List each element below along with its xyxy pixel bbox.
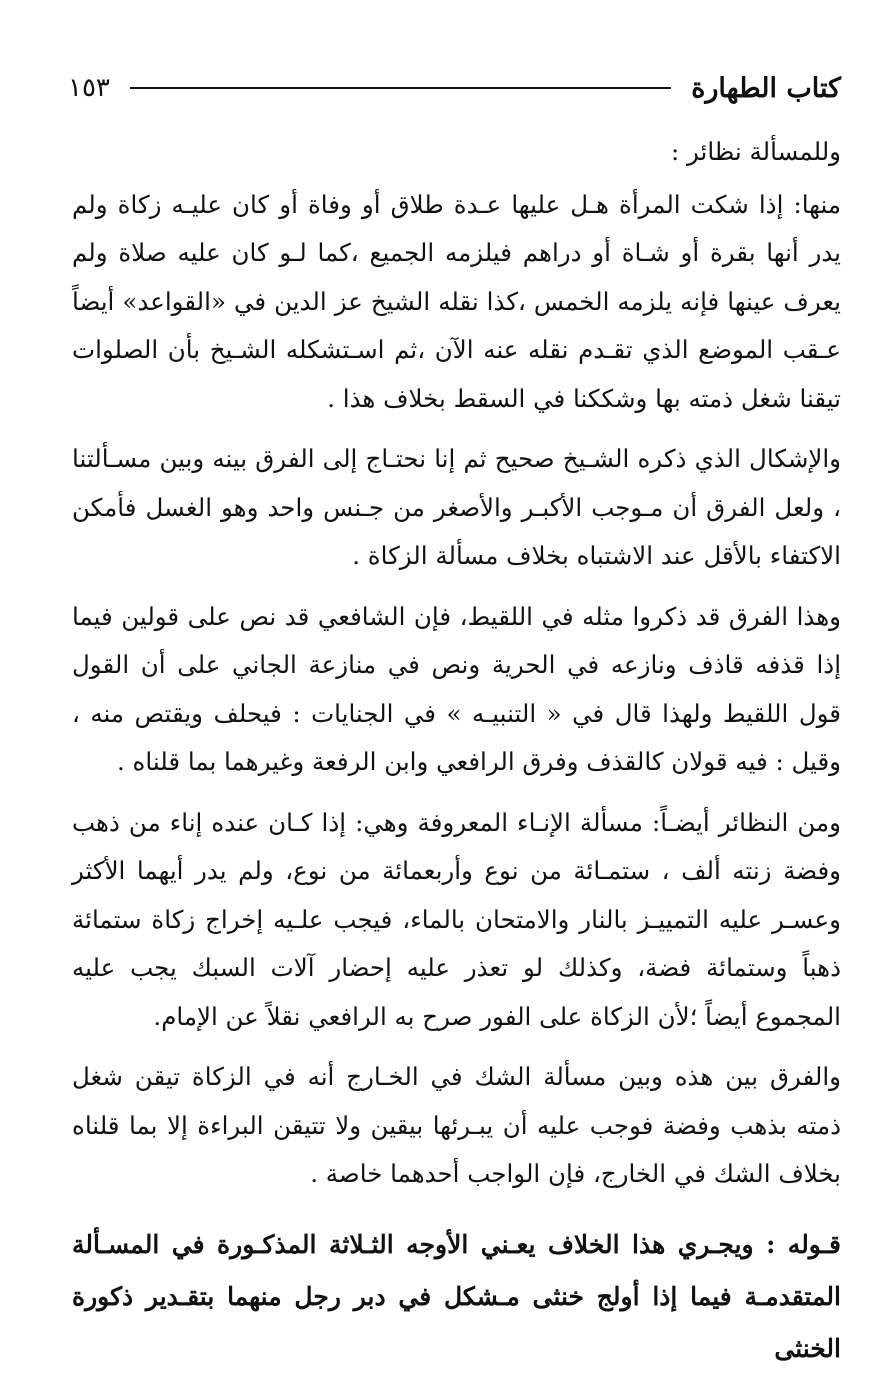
- paragraph: ومن النظائر أيضـاً: مسألة الإنـاء المعروفة وهي: إذا كـان عنده إناء من ذهب وفضة زنته ألف ، ستمـائة من نوع وأربعمائة من نوع، ولم يدر أيهما الأكثر وعسـر عليه التمييـز بالنار والامتحان بالماء، فيجب علـيه إخراج زكاة ستمائة ذهباً وستمائة فضة، وكذلك لو تعذر عليه إحضار آلات السبك يجب عليه المجموع أيضاً ؛لأن الزكاة على الفور صرح به الرافعي نقلاً عن الإمام.: [72, 807, 841, 1031]
- page-header: [68, 66, 841, 110]
- header-rule: [130, 87, 671, 89]
- paragraph: والإشكال الذي ذكره الشـيخ صحيح ثم إنا نحتـاج إلى الفرق بينه وبين مسـألتنا ، ولعل الفرق أن مـوجب الأكبـر والأصغر من جـنس واحد وهو الغسل فأمكن الاكتفاء بالأقل عند الاشتباه بخلاف مسألة الزكاة .: [72, 444, 841, 570]
- paragraph: وللمسألة نظائر :: [670, 137, 841, 166]
- page-body: [72, 128, 841, 1387]
- chapter-title: كتاب الطهارة: [691, 72, 841, 104]
- page-number: ١٥٣: [68, 73, 110, 103]
- paragraph: وهذا الفرق قد ذكروا مثله في اللقيط، فإن الشافعي قد نص على قولين فيما إذا قذفه قاذف ونازعه في الحرية ونص في منازعة الجاني على أن القول قول اللقيط ولهذا قال في « التنبيـه » في الجنايات : فيحلف ويقتص منه ، وقيل : فيه قولان كالقذف وفرق الرافعي وابن الرفعة وغيرهما بما قلناه .: [72, 601, 841, 776]
- paragraph: والفرق بين هذه وبين مسألة الشك في الخـارج أنه في الزكاة تيقن شغل ذمته بذهب وفضة فوجب عليه أن يبـرئها بيقين ولا تتيقن البراءة إلا بما قلناه بخلاف الشك في الخارج، فإن الواجب أحدهما خاصة .: [72, 1062, 841, 1188]
- paragraph: منها: إذا شكت المرأة هـل عليها عـدة طلاق أو وفاة أو كان عليـه زكاة ولم يدر أنها بقرة أو شـاة أو دراهم فيلزمه الجميع ،كما لـو كان عليه صلاة ولم يعرف عينها فإنه يلزمه الخمس ،كذا نقله الشيخ عز الدين في «القواعد» أيضاً عـقب الموضع الذي تقـدم نقله عنه الآن ،ثم اسـتشكله الشـيخ بأن الصلوات تيقنا شغل ذمته بها وشككنا في السقط بخلاف هذا .: [72, 189, 841, 413]
- quoted-statement: قـوله : ويجـري هذا الخلاف يعـني الأوجه الثـلاثة المذكـورة في المسـألة المتقدمـة فيما إذا أولج خنثى مـشكل في دبر رجل منهما بتقـدير ذكورة الخنثى: [72, 1229, 841, 1363]
